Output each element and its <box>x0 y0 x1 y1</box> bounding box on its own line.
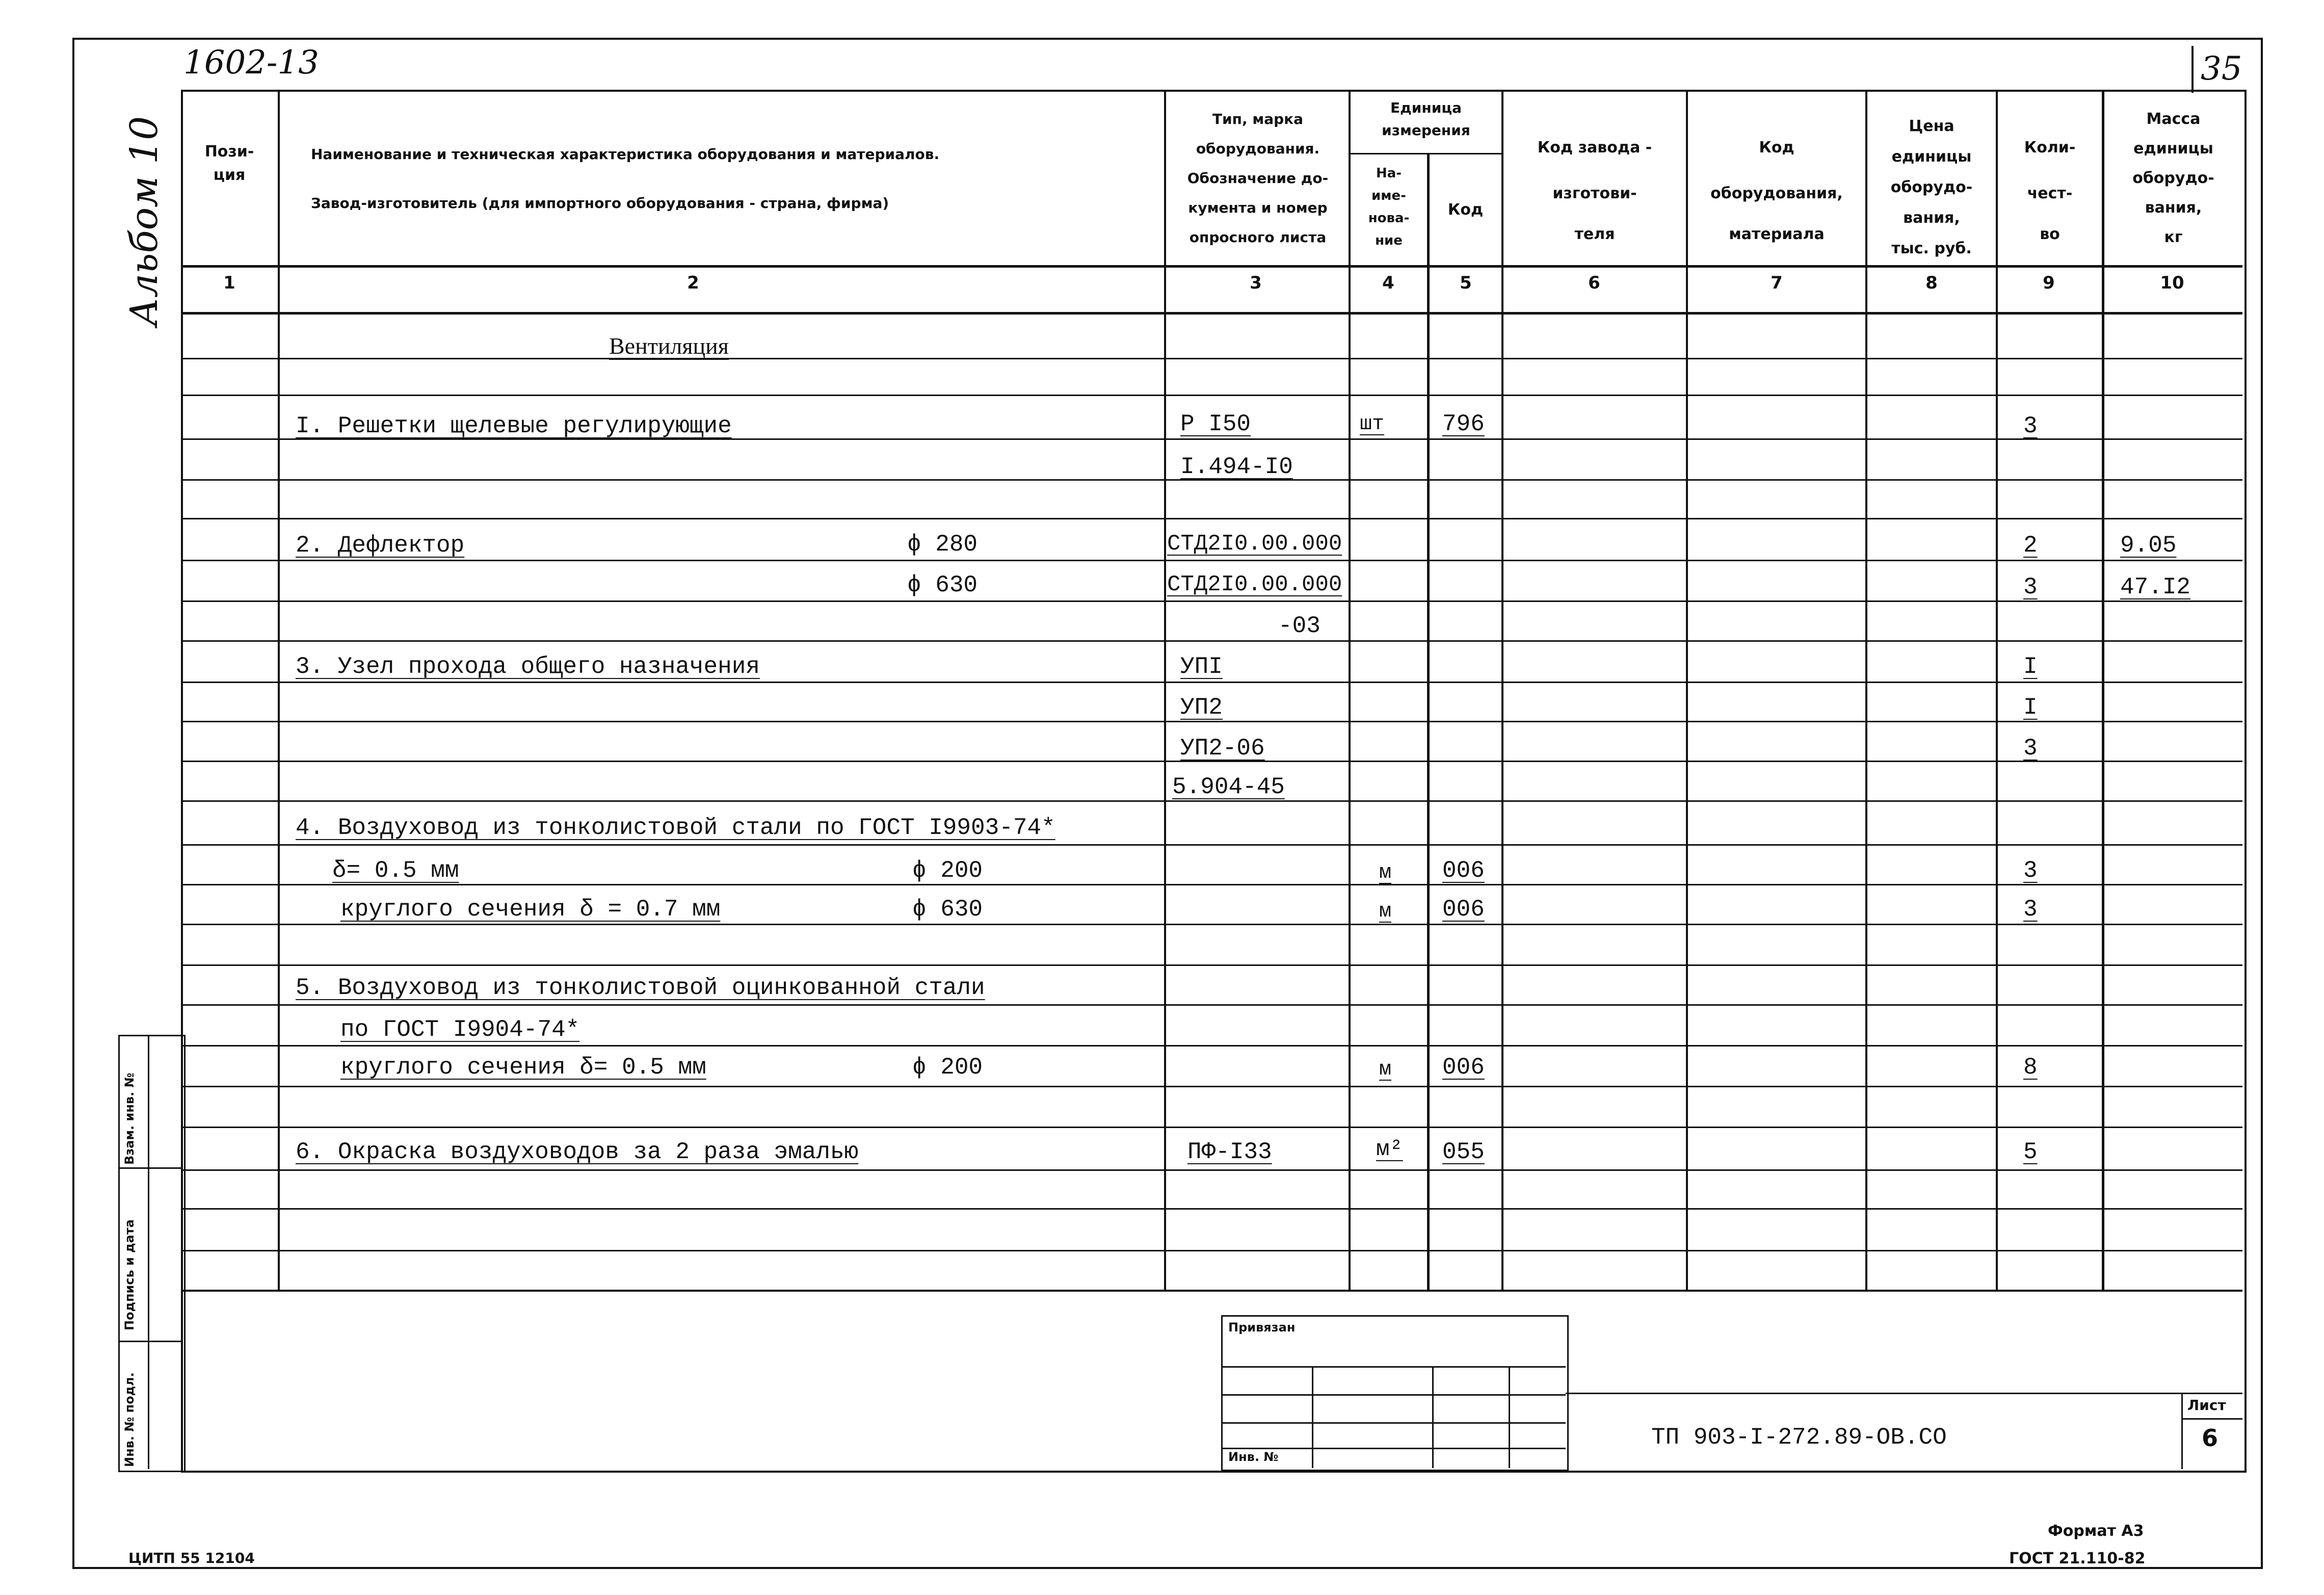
column-number: 6 <box>1588 273 1600 293</box>
item-type: УП2 <box>1180 694 1223 721</box>
item-unit-code: 006 <box>1442 1054 1485 1081</box>
item-quantity: 3 <box>2023 735 2038 762</box>
item-quantity: I <box>2023 653 2038 680</box>
footer-left-code: ЦИТП 55 12104 <box>128 1550 255 1566</box>
item-quantity: 8 <box>2023 1054 2038 1081</box>
inventory-label: Инв. № <box>1228 1450 1279 1464</box>
item-type: СТД2I0.00.000 <box>1167 572 1342 597</box>
sheet-label: Лист <box>2187 1397 2226 1414</box>
document-code-handwritten: 1602-13 <box>183 44 319 82</box>
item-dimension: ϕ 200 <box>912 1054 983 1081</box>
column-number: 3 <box>1250 273 1262 293</box>
header-unit-code: Код <box>1447 201 1484 219</box>
item-quantity: 5 <box>2023 1139 2038 1165</box>
item-unit: м <box>1379 900 1392 923</box>
item-quantity: 3 <box>2023 574 2038 600</box>
item-unit-code: 796 <box>1442 411 1485 437</box>
header-unit-name: На- име- нова- ние <box>1368 166 1410 248</box>
item-name: 2. Дефлектор <box>296 532 465 559</box>
item-type: УПI <box>1180 653 1223 680</box>
column-number: 7 <box>1771 273 1783 293</box>
column-number: 10 <box>2160 273 2184 293</box>
header-unit-group: Единица измерения <box>1382 99 1470 139</box>
album-label: Альбом 10 <box>122 116 166 326</box>
column-number: 2 <box>687 273 699 293</box>
column-number: 4 <box>1382 273 1394 293</box>
stamp-inv-no: Инв. № подл. <box>122 1372 137 1467</box>
attached-label: Привязан <box>1228 1320 1296 1335</box>
item-unit-code: 006 <box>1442 896 1485 923</box>
header-unit-mass: Масса единицы оборудо- вания, кг <box>2132 110 2214 246</box>
item-mass: 9.05 <box>2120 532 2177 559</box>
item-quantity: 3 <box>2023 896 2038 923</box>
item-mass: 47.I2 <box>2120 574 2191 600</box>
header-name: Наименование и техническая характеристика оборудования и материалов. Завод-изготовитель (для импортного оборудования - страна, фирма) <box>311 146 940 212</box>
header-factory-code: Код завода - изготови- теля <box>1537 139 1652 243</box>
item-type: -03 <box>1278 613 1321 639</box>
item-unit: м <box>1379 861 1392 884</box>
item-type: ПФ-I33 <box>1187 1139 1272 1165</box>
section-title: Вентиляция <box>609 333 729 359</box>
item-unit: м² <box>1376 1137 1403 1162</box>
item-unit: шт <box>1360 413 1385 436</box>
header-equipment-code: Код оборудования, материала <box>1710 139 1843 243</box>
item-dimension: ϕ 200 <box>912 857 983 884</box>
column-number: 8 <box>1925 273 1938 293</box>
column-number: 1 <box>223 273 235 293</box>
item-name: 5. Воздуховод из тонколистовой оцинкованной стали <box>296 975 985 1001</box>
item-spec: по ГОСТ I9904-74* <box>340 1016 580 1043</box>
header-unit-price: Цена единицы оборудо- вания, тыс. руб. <box>1890 117 1973 257</box>
item-type: СТД2I0.00.000 <box>1167 531 1342 557</box>
item-dimension: ϕ 630 <box>907 572 978 598</box>
item-type: 5.904-45 <box>1172 774 1285 800</box>
sheet-number: 6 <box>2202 1424 2219 1452</box>
footer-format: Формат А3 <box>2048 1522 2144 1540</box>
header-quantity: Коли- чест- во <box>2024 139 2076 243</box>
item-unit-code: 006 <box>1442 857 1485 884</box>
item-quantity: I <box>2023 694 2038 721</box>
stamp-signature-date: Подпись и дата <box>122 1219 137 1330</box>
item-quantity: 2 <box>2023 532 2038 559</box>
stamp-replace-inv: Взам. инв. № <box>122 1073 137 1165</box>
item-dimension: ϕ 280 <box>907 531 978 558</box>
item-quantity: 3 <box>2023 413 2038 439</box>
item-name: 6. Окраска воздуховодов за 2 раза эмалью <box>296 1139 859 1165</box>
item-type: УП2-06 <box>1180 735 1265 762</box>
footer-gost: ГОСТ 21.110-82 <box>2009 1550 2146 1567</box>
item-spec: круглого сечения δ= 0.5 мм <box>340 1054 706 1081</box>
document-designation: ТП 903-I-272.89-ОВ.СО <box>1651 1424 1947 1451</box>
item-type: I.494-I0 <box>1180 454 1293 480</box>
item-name: 3. Узел прохода общего назначения <box>296 653 760 680</box>
item-type: Р I50 <box>1180 411 1251 437</box>
column-number: 5 <box>1460 273 1472 293</box>
column-number: 9 <box>2043 273 2055 293</box>
item-quantity: 3 <box>2023 857 2038 884</box>
item-unit-code: 055 <box>1442 1139 1485 1165</box>
sheet-number-top: 35 <box>2201 50 2242 88</box>
header-type: Тип, марка оборудования. Обозначение до- кумента и номер опросного листа <box>1187 111 1329 246</box>
item-name: 4. Воздуховод из тонколистовой стали по ГОСТ I9903-74* <box>296 815 1055 841</box>
item-unit: м <box>1379 1058 1392 1081</box>
item-dimension: ϕ 630 <box>912 896 983 923</box>
item-spec: δ= 0.5 мм <box>332 857 459 884</box>
item-name: I. Решетки щелевые регулирующие <box>296 413 732 439</box>
header-position: Пози- ция <box>204 143 254 184</box>
item-spec: круглого сечения δ = 0.7 мм <box>340 896 721 923</box>
